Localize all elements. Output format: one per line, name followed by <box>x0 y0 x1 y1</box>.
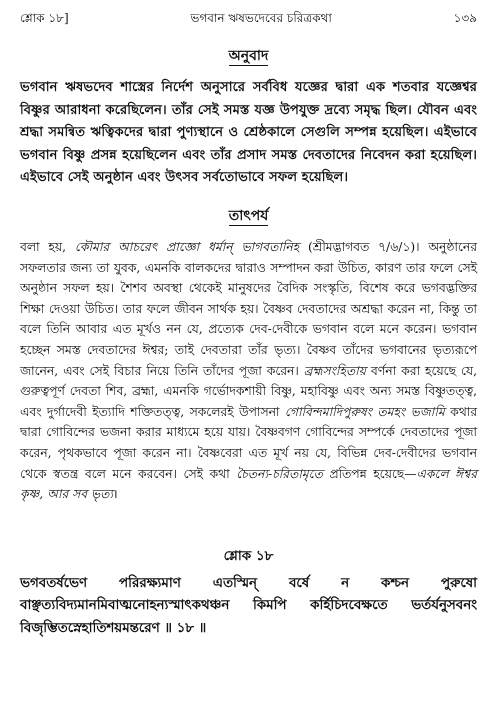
quoted-sanskrit: গোবিন্দমাদিপুরুষং তমহং ভজামি <box>284 404 445 419</box>
page-number: ১৩৯ <box>453 11 477 25</box>
chapter-title: ভগবান ঋষভদেবের চরিত্রকথা <box>190 11 332 25</box>
translation-text: ভগবান ঋষভদেব শাস্ত্রের নির্দেশ অনুসারে সর্ববিধ যজ্ঞের দ্বারা এক শতবার যজ্ঞেশ্বর বিষ্ণুর আরাধনা করেছিলেন। তাঁর সেই সমস্ত যজ্ঞ উপযুক্ত দ্রব্যে সমৃদ্ধ ছিল। যৌবন এবং শ্রদ্ধা সমন্বিত ঋত্বিকদের দ্বারা পুণ্যস্থানে ও শ্রেষ্ঠকালে সেগুলি সম্পন্ন হয়েছিল। এইভাবে ভগবান বিষ্ণু প্রসন্ন হয়েছিলেন এবং তাঁর প্রসাদ সমস্ত দেবতাদের নিবেদন করা হয়েছিল। এইভাবে সেই অনুষ্ঠান এবং উৎসব সর্বতোভাবে সফল হয়েছিল। <box>20 80 477 186</box>
purport-heading: তাৎপর্য <box>228 207 269 224</box>
quoted-sanskrit: কৌমার আচরেৎ প্রাজ্ঞো ধর্মান্ ভাগবতানিহ <box>74 239 300 254</box>
verse-reference: শ্লোক ১৮] <box>20 11 69 25</box>
running-head <box>20 10 477 30</box>
verse-text: ভগবতর্ষভেণ পরিরক্ষ্যমাণ এতস্মিন্ বর্ষে ন কশ্চন পুরুষো বাঞ্ছত্যবিদ্যমানমিবাত্মনোহন্যস্মাৎকথঞ্চন কিমপি কর্হিচিদবেক্ষতে ভর্তর্যনুসবনং বিজৃম্ভিতস্নেহাতিশয়মন্তরেণ ॥ ১৮ ॥ <box>20 574 477 636</box>
scripture-name: চৈতন্য-চরিতামৃতে <box>236 466 323 481</box>
book-page <box>20 10 477 710</box>
quoted-text: একলে ঈশ্বর কৃষ্ণ, আর সব ভৃত্য <box>20 466 477 502</box>
verse-label: শ্লোক ১৮ <box>223 547 274 564</box>
scripture-name: ব্রহ্মসংহিতায় <box>303 363 366 378</box>
purport-text: বলা হয়, কৌমার আচরেৎ প্রাজ্ঞো ধর্মান্ ভাগবতানিহ (শ্রীমদ্ভাগবত ৭/৬/১)। অনুষ্ঠানের সফলতার জন্য তা যুবক, এমনকি বালকদের দ্বারাও সম্পাদন করা উচিত, কারণ তার ফলে সেই অনুষ্ঠান সফল হয়। শৈশব অবস্থা থেকেই মানুষদের বৈদিক সংস্কৃতি, বিশেষ করে ভগবদ্ভক্তির শিক্ষা দেওয়া উচিত। তার ফলে জীবন সার্থক হয়। বৈষ্ণব দেবতাদের অশ্রদ্ধা করেন না, কিন্তু তা বলে তিনি আবার এত মূর্খও নন যে, প্রত্যেক দেব-দেবীকে ভগবান বলে মনে করেন। ভগবান হচ্ছেন সমস্ত দেবতাদের ঈশ্বর; তাই দেবতারা তাঁর ভৃত্য। বৈষ্ণব তাঁদের ভগবানের ভৃত্যরূপে জানেন, এবং সেই বিচার নিয়ে তিনি তাঁদের পূজা করেন। ব্রহ্মসংহিতায় বর্ণনা করা হয়েছে যে, গুরুত্বপূর্ণ দেবতা শিব, ব্রহ্মা, এমনকি গর্ভোদকশায়ী বিষ্ণু, মহাবিষ্ণু এবং অন্য সমস্ত বিষ্ণুতত্ত্ব, এবং দুর্গাদেবী ইত্যাদি শক্তিতত্ত্ব, সকলেরই উপাসনা গোবিন্দমাদিপুরুষং তমহং ভজামি কথার দ্বারা গোবিন্দের ভজনা করার মাধ্যমে হয়ে যায়। বৈষ্ণবগণ গোবিন্দের সম্পর্কে দেবতাদের পূজা করেন, পৃথকভাবে পূজা করেন না। বৈষ্ণবেরা এত মূর্খ নয় যে, বিভিন্ন দেব-দেবীদের ভগবান থেকে স্বতন্ত্র বলে মনে করবেন। সেই কথা চৈতন্য-চরিতামৃতে প্রতিপন্ন হয়েছে—একলে ঈশ্বর কৃষ্ণ, আর সব ভৃত্য। <box>20 239 477 502</box>
translation-heading: অনুবাদ <box>228 48 269 64</box>
